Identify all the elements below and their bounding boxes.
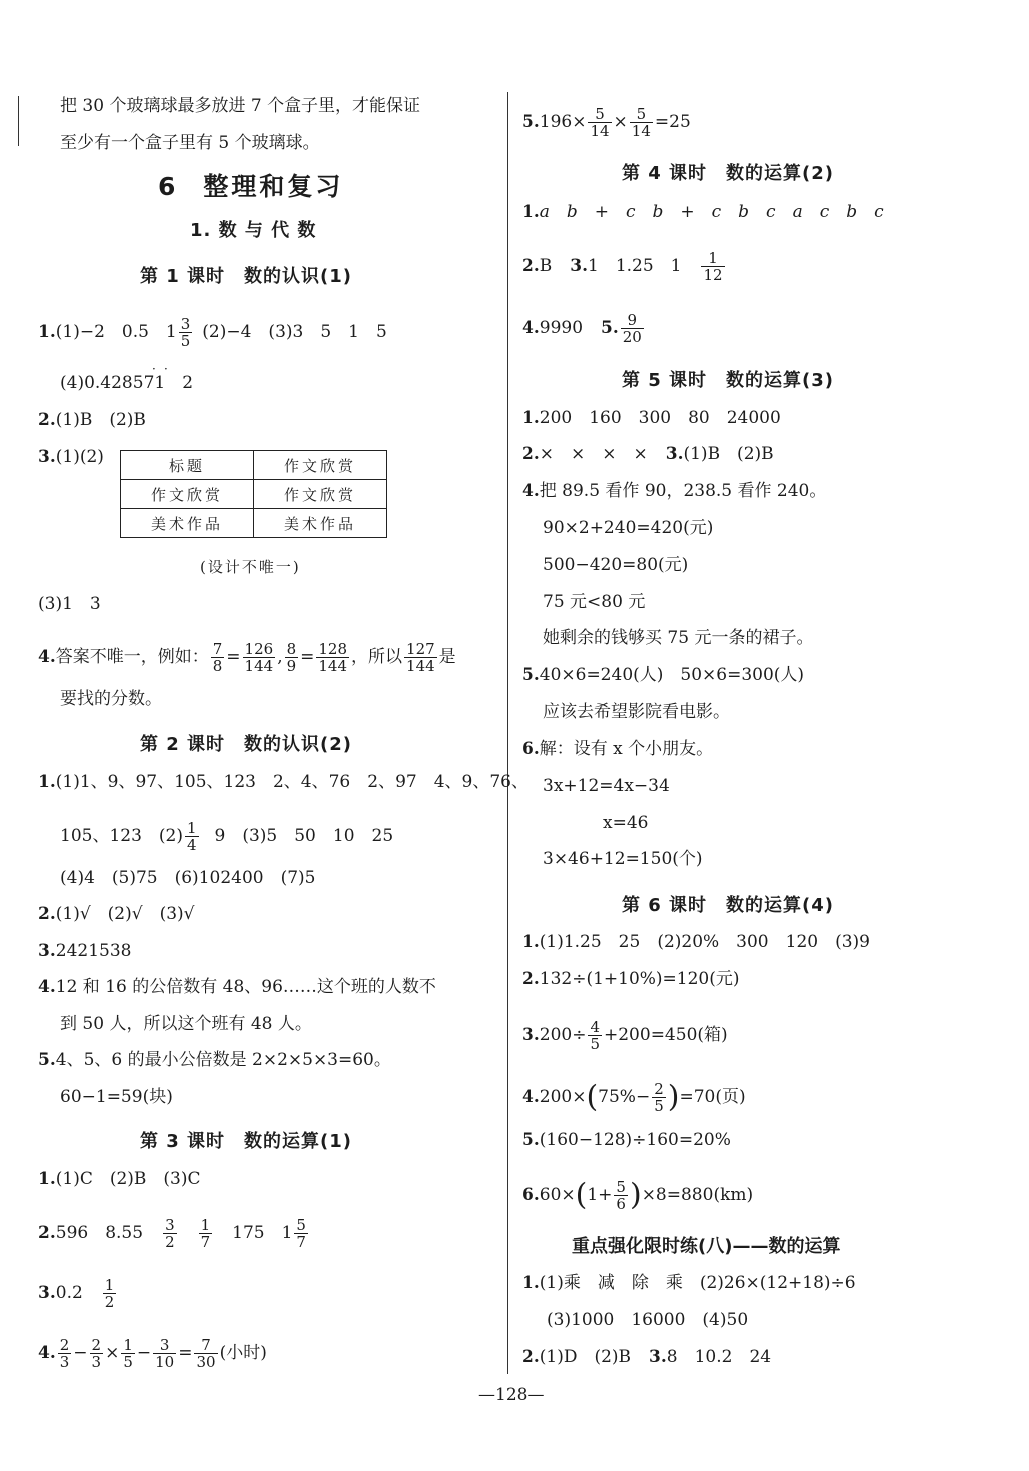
l3-q4: 4. $\frac{2}{3}$ − $\frac{2}{3}$ × $\frac{1}{5}$ − $\frac{3}{10}$ = $\frac{7}{30}$ (小时) xyxy=(38,1336,267,1371)
fraction: $\frac{9}{20}$ xyxy=(622,311,642,346)
fraction: $\frac{2}{5}$ xyxy=(654,1080,664,1115)
fraction: $\frac{1}{5}$ xyxy=(123,1336,133,1371)
fraction: $\frac{4}{5}$ xyxy=(590,1018,600,1053)
fraction: $\frac{127}{144}$ xyxy=(406,640,435,675)
fraction: $\frac{8}{9}$ xyxy=(286,640,297,675)
l5-q5-line2: 应该去希望影院看电影。 xyxy=(543,702,730,722)
l2-q2: 2.(1)√ (2)√ (3)√ xyxy=(38,904,195,924)
l1-q1-line2: (4)0.428571 2 xyxy=(60,373,194,393)
drill-q2-q3: 2.(1)D (2)B 3.8 10.2 24 xyxy=(522,1347,772,1367)
fraction: $\frac{5}{7}$ xyxy=(296,1216,306,1251)
l2-q3: 3.2421538 xyxy=(38,941,132,961)
table-cell: 标题 xyxy=(121,451,254,480)
l5-q6-line3: x=46 xyxy=(603,813,649,833)
l1-q1-line1: 1.(1)−2 0.5 1 $\frac{3}{5}$ (2)−4 (3)3 5 1 5 xyxy=(38,315,387,350)
l1-q4-line2: 要找的分数。 xyxy=(60,689,162,709)
left-margin-mark xyxy=(18,96,19,146)
lesson6-title: 第 6 课时 数的运算(4) xyxy=(622,895,835,916)
l4-q2-q3: 2.B 3.1 1.25 1 $\frac{1}{12}$ xyxy=(522,249,723,284)
page-number: —128— xyxy=(478,1385,545,1405)
design-note: (设计不唯一) xyxy=(200,558,301,576)
fraction: $\frac{2}{3}$ xyxy=(59,1336,70,1371)
l5-q4-line2: 90×2+240=420(元) xyxy=(543,518,714,538)
l4-q4-q5: 4.9990 5. $\frac{9}{20}$ xyxy=(522,311,642,346)
fraction: $\frac{2}{3}$ xyxy=(91,1336,102,1371)
l5-q1: 1.200 160 300 80 24000 xyxy=(522,408,781,428)
l5-q5-line1: 5.40×6=240(人) 50×6=300(人) xyxy=(522,665,805,685)
l3-q3: 3.0.2 $\frac{1}{2}$ xyxy=(38,1276,115,1311)
l2-q4-line2: 到 50 人，所以这个班有 48 人。 xyxy=(60,1014,312,1034)
repeat-dot: · xyxy=(164,362,168,376)
l2-q1-line3: (4)4 (5)75 (6)102400 (7)5 xyxy=(60,868,316,888)
fraction: $\frac{126}{144}$ xyxy=(244,640,274,675)
l5-q2-q3: 2.× × × × 3.(1)B (2)B xyxy=(522,444,774,464)
table-row xyxy=(121,451,387,480)
table-row xyxy=(121,480,387,509)
l2-q4-line1: 4.12 和 16 的公倍数有 48、96……这个班的人数不 xyxy=(38,977,436,997)
l3-q2: 2.596 8.55 $\frac{3}{2}$ $\frac{1}{7}$ 175 1 $\frac{5}{7}$ xyxy=(38,1216,306,1251)
l5-q4-line5: 她剩余的钱够买 75 元一条的裙子。 xyxy=(543,628,814,648)
l1-q4: 4.答案不唯一，例如： $\frac{7}{8}$ = $\frac{126}{144}$ , $\frac{8}{9}$ = $\frac{128}{144}$ ，所以 $\frac{127}{144}$ 是 xyxy=(38,640,456,675)
fraction: $\frac{128}{144}$ xyxy=(318,640,348,675)
lesson2-title: 第 2 课时 数的认识(2) xyxy=(140,734,353,755)
unit-number: 6 xyxy=(158,172,176,201)
lesson5-title: 第 5 课时 数的运算(3) xyxy=(622,370,835,391)
unit-title: 整理和复习 xyxy=(203,172,344,201)
title-table xyxy=(120,450,387,538)
l5-q4-line1: 4.把 89.5 看作 90，238.5 看作 240。 xyxy=(522,481,827,501)
table-cell: 美术作品 xyxy=(121,509,254,538)
l5-q4-line4: 75 元<80 元 xyxy=(543,592,646,612)
table-row xyxy=(121,509,387,538)
fraction: $\frac{5}{14}$ xyxy=(631,105,651,140)
l5-q6-line4: 3×46+12=150(个) xyxy=(543,849,703,869)
fraction: $\frac{3}{2}$ xyxy=(165,1216,175,1251)
l5-q6-line1: 6.解：设有 x 个小朋友。 xyxy=(522,739,714,759)
intro-line-1: 把 30 个玻璃球最多放进 7 个盒子里，才能保证 xyxy=(60,96,421,116)
drill-q1-line2: (3)1000 16000 (4)50 xyxy=(547,1310,749,1330)
fraction: $\frac{5}{14}$ xyxy=(590,105,610,140)
table-cell: 作文欣赏 xyxy=(254,451,387,480)
l6-q2: 2.132÷(1+10%)=120(元) xyxy=(522,969,740,989)
l2-q1-line1: 1.(1)1、9、97、105、123 2、4、76 2、97 4、9、76、 xyxy=(38,772,528,792)
fraction: $\frac{7}{30}$ xyxy=(196,1336,216,1371)
fraction: $\frac{5}{6}$ xyxy=(616,1178,626,1213)
l6-q3: 3.200÷ $\frac{4}{5}$ +200=450(箱) xyxy=(522,1018,728,1053)
column-divider xyxy=(507,92,508,1374)
l1-q3-part3: (3)1 3 xyxy=(38,594,101,614)
l2-q5-line1: 5.4、5、6 的最小公倍数是 2×2×5×3=60。 xyxy=(38,1050,391,1070)
section-title: 1. 数 与 代 数 xyxy=(190,220,317,241)
l4-q1: 1.a b + c b + c b c a c b c xyxy=(522,202,884,222)
unit-heading xyxy=(158,167,343,203)
fraction: $\frac{1}{12}$ xyxy=(703,249,723,284)
l5-q6-line2: 3x+12=4x−34 xyxy=(543,776,670,796)
l1-q3: 3.(1)(2) xyxy=(38,447,104,467)
l2-q1-line2: 105、123 (2) $\frac{1}{4}$ 9 (3)5 50 10 25 xyxy=(60,819,394,854)
fraction: $\frac{3}{5}$ xyxy=(180,315,191,350)
l6-q6: 6.60×(1+ $\frac{5}{6}$ )×8=880(km) xyxy=(522,1177,754,1213)
repeat-dot: · xyxy=(152,362,156,376)
table-cell: 作文欣赏 xyxy=(121,480,254,509)
l2-q5-line2: 60−1=59(块) xyxy=(60,1087,173,1107)
l5-q4-line3: 500−420=80(元) xyxy=(543,555,689,575)
table-cell: 作文欣赏 xyxy=(254,480,387,509)
fraction: $\frac{1}{7}$ xyxy=(200,1216,211,1251)
l6-q5: 5.(160−128)÷160=20% xyxy=(522,1130,731,1150)
fraction: $\frac{3}{10}$ xyxy=(155,1336,175,1371)
l1-q2: 2.(1)B (2)B xyxy=(38,410,146,430)
fraction: $\frac{1}{4}$ xyxy=(186,819,197,854)
l3-q1: 1.(1)C (2)B (3)C xyxy=(38,1169,201,1189)
table-cell: 美术作品 xyxy=(254,509,387,538)
fraction: $\frac{7}{8}$ xyxy=(212,640,223,675)
lesson1-title: 第 1 课时 数的认识(1) xyxy=(140,266,353,287)
fraction: $\frac{1}{2}$ xyxy=(104,1276,115,1311)
l6-q4: 4.200×(75%− $\frac{2}{5}$ )=70(页) xyxy=(522,1079,746,1115)
drill-q1-line1: 1.(1)乘 减 除 乘 (2)26×(12+18)÷6 xyxy=(522,1273,856,1293)
r-q5-top: 5.196× $\frac{5}{14}$ × $\frac{5}{14}$ =25 xyxy=(522,105,691,140)
lesson4-title: 第 4 课时 数的运算(2) xyxy=(622,163,835,184)
l6-q1: 1.(1)1.25 25 (2)20% 300 120 (3)9 xyxy=(522,932,870,952)
intro-line-2: 至少有一个盒子里有 5 个玻璃球。 xyxy=(60,133,320,153)
lesson3-title: 第 3 课时 数的运算(1) xyxy=(140,1131,353,1152)
drill-title: 重点强化限时练(八)——数的运算 xyxy=(572,1236,841,1257)
